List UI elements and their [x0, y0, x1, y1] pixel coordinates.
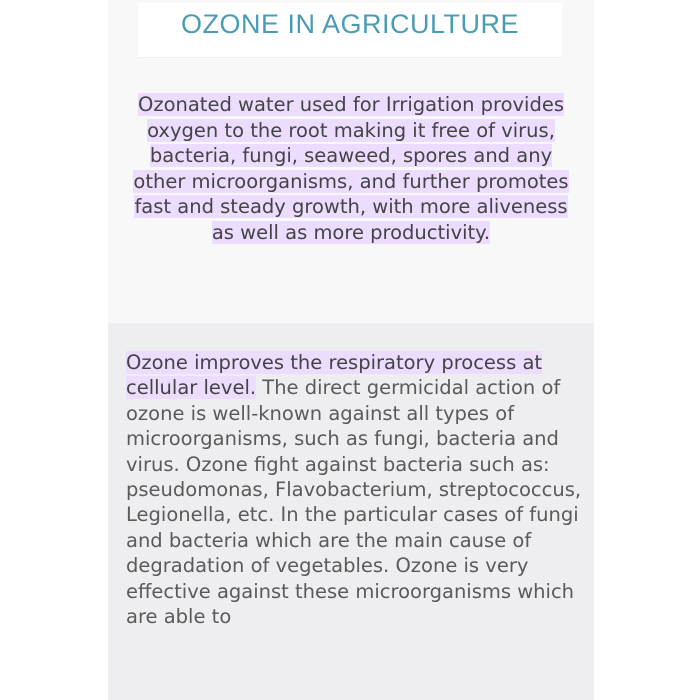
intro-paragraph: [122, 92, 580, 245]
body-highlighted-text: Ozone improves the respiratory process at cellular level.: [126, 351, 543, 400]
body-section: [108, 323, 594, 700]
intro-section: [108, 0, 594, 323]
content-column: [108, 0, 594, 700]
body-text: The direct germicidal action of ozone is well-known against all types of microorganisms, such as fungi, bacteria and virus. Ozone fight against bacteria such as: pseudomonas, Flavobacterium, streptococcus, Legionella, etc. In the particular cases of fungi and bacteria which are the main cause of degradation of vegetables. Ozone is very effective against these microorganisms which are able to: [126, 376, 582, 629]
page-title: OZONE IN AGRICULTURE: [180, 9, 520, 39]
body-paragraph: [126, 350, 586, 629]
title-card: [138, 3, 562, 58]
intro-text-highlighted: Ozonated water used for Irrigation provides oxygen to the root making it free of virus, bacteria, fungi, seaweed, spores and any other microorganisms, and further promotes fast and steady growth, with more aliveness as well as more productivity.: [133, 93, 569, 244]
